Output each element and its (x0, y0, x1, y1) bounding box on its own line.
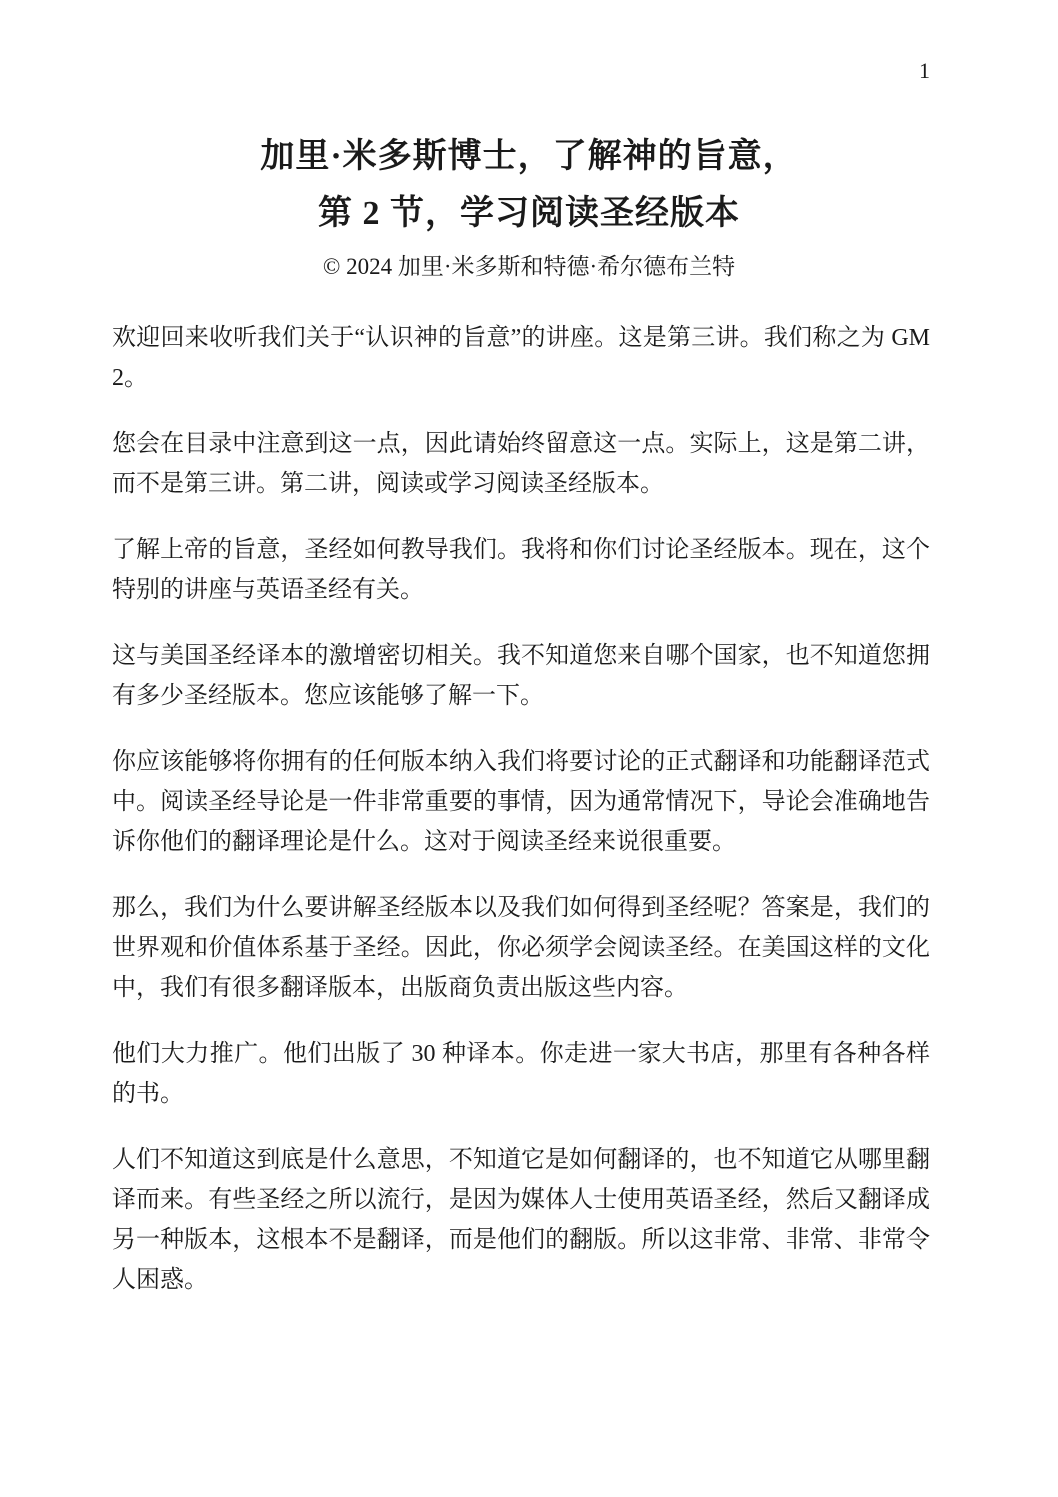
title-line-1: 加里·米多斯博士，了解神的旨意， (260, 138, 798, 175)
paragraph: 你应该能够将你拥有的任何版本纳入我们将要讨论的正式翻译和功能翻译范式中。阅读圣经导论是一件非常重要的事情，因为通常情况下，导论会准确地告诉你他们的翻译理论是什么。这对于阅读圣经来说很重要。 (112, 749, 930, 855)
paragraph: 他们大力推广。他们出版了 30 种译本。你走进一家大书店，那里有各种各样的书。 (112, 1041, 930, 1107)
document-title (0, 128, 1058, 242)
paragraph: 欢迎回来收听我们关于“认识神的旨意”的讲座。这是第三讲。我们称之为 GM 2。 (112, 325, 930, 391)
paragraph: 那么，我们为什么要讲解圣经版本以及我们如何得到圣经呢？答案是，我们的世界观和价值体系基于圣经。因此，你必须学会阅读圣经。在美国这样的文化中，我们有很多翻译版本，出版商负责出版这些内容。 (112, 895, 930, 1001)
title-line-2: 第 2 节，学习阅读圣经版本 (318, 195, 740, 232)
copyright-line: © 2024 加里·米多斯和特德·希尔德布兰特 (322, 254, 736, 279)
page-number: 1 (919, 58, 930, 83)
paragraph: 您会在目录中注意到这一点，因此请始终留意这一点。实际上，这是第二讲，而不是第三讲。第二讲，阅读或学习阅读圣经版本。 (112, 431, 930, 497)
paragraph: 人们不知道这到底是什么意思，不知道它是如何翻译的，也不知道它从哪里翻译而来。有些圣经之所以流行，是因为媒体人士使用英语圣经，然后又翻译成另一种版本，这根本不是翻译，而是他们的翻版。所以这非常、非常、非常令人困惑。 (112, 1147, 930, 1293)
paragraph: 了解上帝的旨意，圣经如何教导我们。我将和你们讨论圣经版本。现在，这个特别的讲座与英语圣经有关。 (112, 537, 930, 603)
paragraph: 这与美国圣经译本的激增密切相关。我不知道您来自哪个国家，也不知道您拥有多少圣经版本。您应该能够了解一下。 (112, 643, 930, 709)
document-body (112, 318, 930, 1300)
document-header (0, 0, 1058, 283)
